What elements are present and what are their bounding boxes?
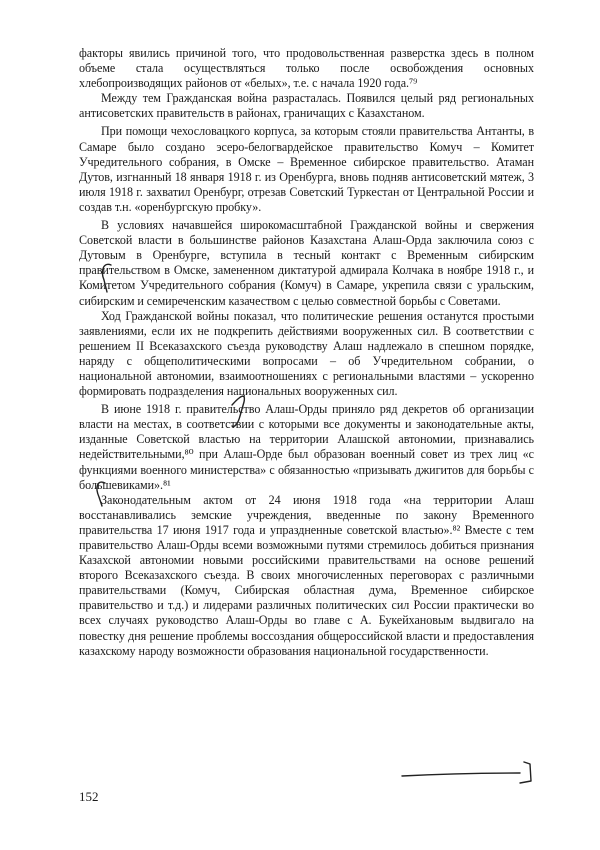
paragraph-1: факторы явились причиной того, что продовольственная разверстка здесь в полном объеме стала осуществляться только после освобождения основных хлебопроизводящих районов от «белых», т.е. с начала 1920 года.⁷⁹ (79, 46, 534, 91)
paragraph-5: Ход Гражданской войны показал, что политические решения останутся простыми заявлениями, если их не подкрепить действиями вооруженных сил. В соответствии с решением II Всеказахского съезда руководству Алаш надлежало в спешном порядке, наряду с общеполитическими вопросами – об Учредительном собрании, о национальной автономии, взаимоотношениях с региональными властями – ускоренно формировать подразделения национальных вооруженных сил. (79, 308, 534, 399)
paragraph-2: Между тем Гражданская война разрасталась. Появился целый ряд региональных антисоветских правительств в районах, граничащих с Казахстаном. (79, 91, 534, 121)
paragraph-6: В июне 1918 г. правительство Алаш-Орды приняло ряд декретов об организации власти на местах, в соответствии с которыми все документы и законодательные акты, изданные Советской властью на территории Алашской автономии, признавались недействительными,⁸⁰ при Алаш-Орде был образован военный совет из трех лиц «с функциями военного министерства» с обязанностью «призывать джигитов для борьбы с большевиками».⁸¹ (79, 402, 534, 492)
bracket-mark-end-right (520, 762, 531, 783)
underline-mark-end (402, 773, 520, 776)
paragraph-4: В условиях начавшейся широкомасштабной Гражданской войны и свержения Советской власти в большинстве районов Казахстана Алаш-Орда заключила союз с Дутовым в Оренбурге, вступила в тесный контакт с Временным сибирским правительством в Омске, замененном диктатурой адмирала Колчака в ноябре 1918 г., и Комитетом Учредительного собрания (Комуч) в Самаре, укрепила связи с уральским, сибирским и семиреченским казачеством с целью совместной борьбы с Советами. (79, 218, 534, 308)
page-number: 152 (79, 789, 99, 804)
paragraph-3: При помощи чехословацкого корпуса, за которым стояли правительства Антанты, в Самаре было создано эсеро-белогвардейское правительство Комуч – Комитет Учредительного собрания, в Омске – Временное сибирское правительство. Атаман Дутов, изгнанный 18 января 1918 г. из Оренбурга, вновь подняв антисоветский мятеж, 3 июля 1918 г. захватил Оренбург, отрезав Советский Туркестан от Центральной России и создав т.н. «оренбургскую пробку». (79, 124, 534, 214)
paragraph-7: Законодательным актом от 24 июня 1918 года «на территории Алаш восстанавливались земские учреждения, введенные по закону Временного правительства 17 июня 1917 года и упраздненные советской властью».⁸² Вместе с тем правительство Алаш-Орды всеми возможными путями стремилось добиться признания Казахской автономии новыми российскими правительствами на основе решений второго Всеказахского съезда. В своих многочисленных переговорах с различными правительствами (Комуч, Сибирская областная дума, Временное сибирское правительство и т.д.) и лидерами различных политических сил России практически во всех случаях руководство Алаш-Орды во главе с А. Букейхановым выдвигало на повестку дня решение проблемы воссоздания общероссийской власти и предоставления казахскому народу возможности образования национальной государственности. (79, 492, 534, 658)
body-text (79, 46, 534, 659)
